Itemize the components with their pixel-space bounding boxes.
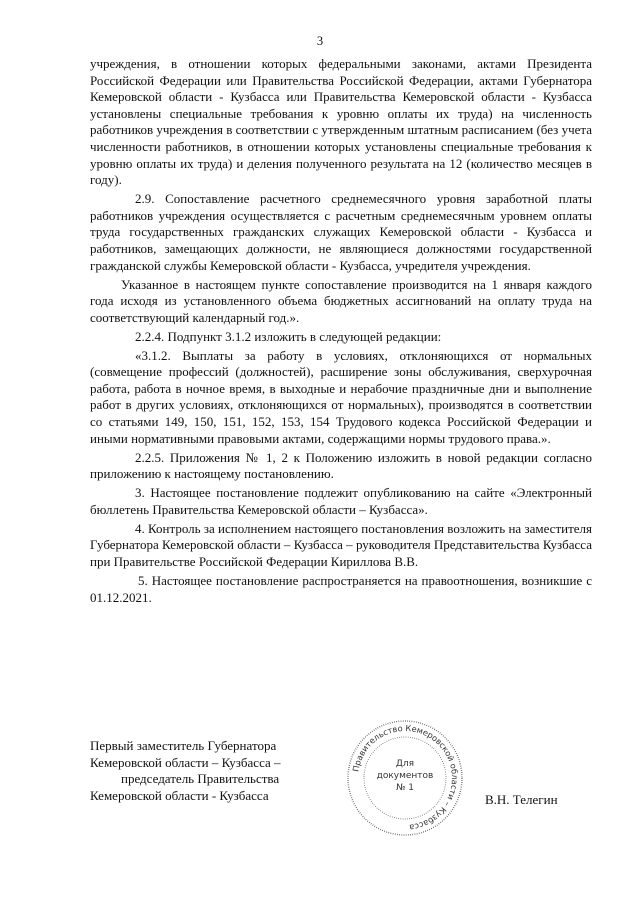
paragraph-5-effective: 5. Настоящее постановление распространяется на правоотношения, возникшие с 01.12.2021. xyxy=(90,572,592,605)
paragraph-3-publication: 3. Настоящее постановление подлежит опубликованию на сайте «Электронный бюллетень Правительства Кемеровской области – Кузбасса». xyxy=(90,485,592,517)
paragraph-3-1-2: «3.1.2. Выплаты за работу в условиях, отклоняющихся от нормальных (совмещение профессий (должностей), расширение зоны обслуживания, сверхурочная работа, работа в ночное время, в выходные и нерабочие праздничные дни и выполнение работ в других условиях, отклоняющихся от нормальных), производятся в соответствии со статьями 149, 150, 151, 152, 153, 154 Трудового кодекса Российской Федерации и иными нормативными правовыми актами, содержащими нормы трудового права.». xyxy=(90,347,592,446)
signatory-line-1: Первый заместитель Губернатора xyxy=(90,738,277,753)
page-number: 3 xyxy=(316,34,324,48)
stamp-center-line-3: № 1 xyxy=(396,783,414,793)
stamp-center-line-2: документов xyxy=(376,771,434,781)
paragraph-2-9: 2.9. Сопоставление расчетного среднемесячного уровня заработной платы работников учреждения осуществляется с расчетным среднемесячным уровнем оплаты труда государственных гражданских служащих Кемеровской области - Кузбасса и работников, замещающих должности, не являющиеся должностями государственной гражданской службы Кемеровской области - Кузбасса, учредителя учреждения. xyxy=(90,191,592,273)
paragraph-2-2-4: 2.2.4. Подпункт 3.1.2 изложить в следующей редакции: xyxy=(135,328,442,344)
signatory-line-3: председатель Правительства xyxy=(121,771,280,787)
signatory-title xyxy=(90,738,281,804)
signatory-name: В.Н. Телегин xyxy=(485,792,558,807)
paragraph-2-2-5: 2.2.5. Приложения № 1, 2 к Положению изложить в новой редакции согласно приложению к настоящему постановлению. xyxy=(90,449,592,482)
paragraph-4-control: 4. Контроль за исполнением настоящего постановления возложить на заместителя Губернатора Кемеровской области – Кузбасса – руководителя Представительства Кузбасса при Правительстве Российской Федерации Кириллова В.В. xyxy=(90,520,592,569)
signatory-line-2: Кемеровской области – Кузбасса – xyxy=(90,754,281,770)
document-body xyxy=(90,56,592,609)
stamp-center-line-1: Для xyxy=(395,759,415,769)
stamp-ring-text: Правительство Кемеровской области – Кузбасса xyxy=(350,722,461,833)
paragraph-comparison-date: Указанное в настоящем пункте сопоставление производится на 1 января каждого года исходя из установленного объема бюджетных ассигнований на оплату труда на соответствующий календарный год.». xyxy=(90,276,592,325)
official-stamp xyxy=(345,718,465,838)
paragraph-continuation: учреждения, в отношении которых федеральными законами, актами Президента Российской Федерации или Правительства Российской Федерации, актами Губернатора Кемеровской области - Кузбасса или Правительства Кемеровской области - Кузбасса установлены специальные требования к уровню оплаты их труда) на численность работников учреждения в соответствии с утвержденным штатным расписанием (без учета численности работников, в отношении которых установлены специальные требования к уровню оплаты их труда) и деления полученного результата на 12 (количество месяцев в году). xyxy=(90,56,592,188)
signatory-line-4: Кемеровской области - Кузбасса xyxy=(90,787,269,803)
